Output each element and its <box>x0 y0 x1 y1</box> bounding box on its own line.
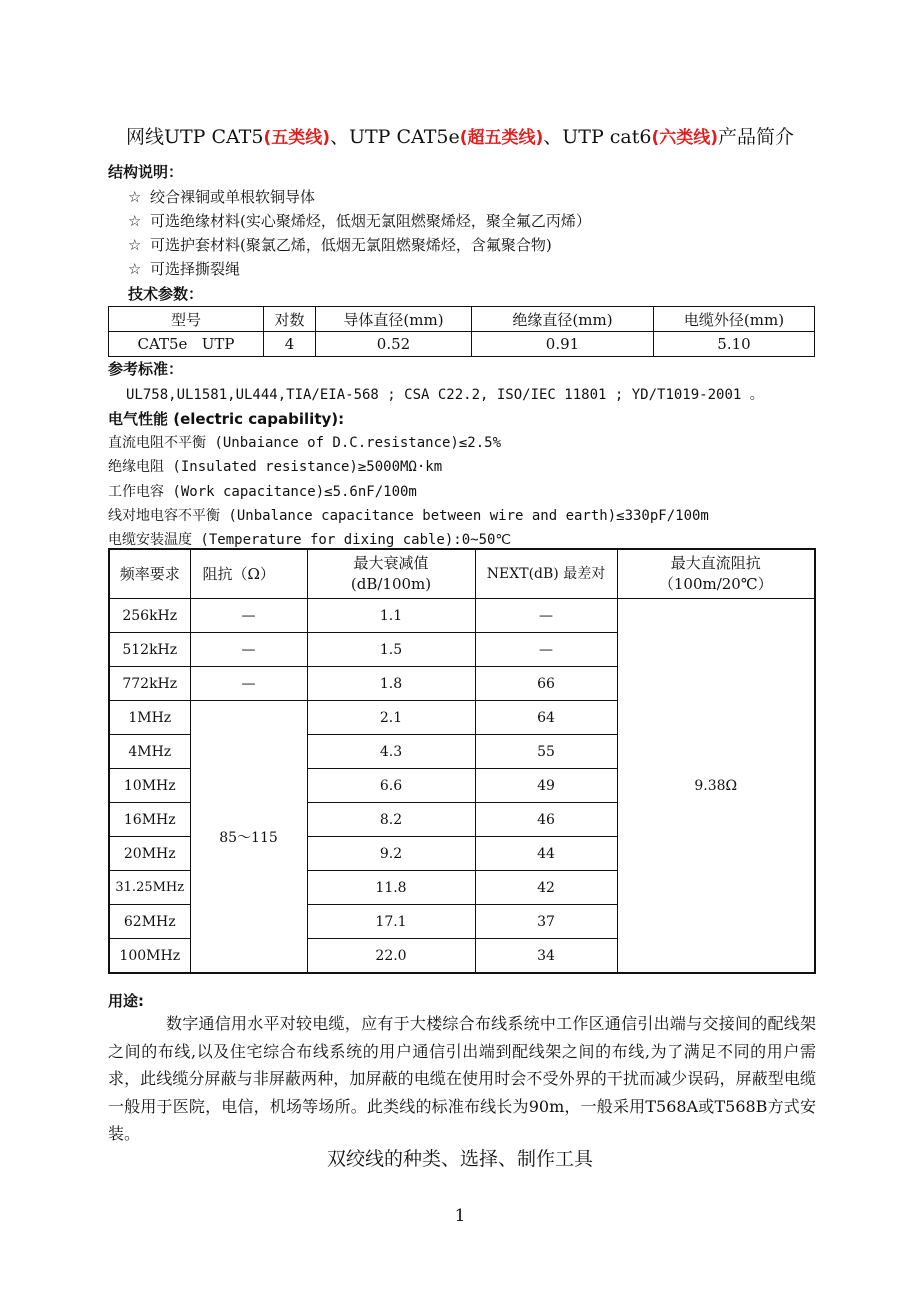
cell-attenuation: 22.0 <box>307 939 475 974</box>
tech-params-heading: 技术参数： <box>128 285 204 303</box>
header-frequency: 频率要求 <box>109 549 190 599</box>
title-part: 、UTP cat6 <box>543 126 652 148</box>
electric-line: 电缆安装温度 (Temperature for dixing cable):0~50℃ <box>108 532 512 548</box>
document-title <box>0 122 920 149</box>
structure-heading: 结构说明： <box>108 163 184 181</box>
title-part-highlight: (五类线) <box>263 128 330 148</box>
electric-heading: 电气性能 (electric capability): <box>108 410 345 428</box>
cell-attenuation: 2.1 <box>307 701 475 735</box>
structure-item <box>128 234 552 255</box>
cell-frequency: 62MHz <box>109 905 190 939</box>
star-icon: ☆ <box>128 188 142 206</box>
title-part-highlight: (超五类线) <box>459 128 544 148</box>
star-icon: ☆ <box>128 236 142 254</box>
cell-next: 46 <box>475 803 617 837</box>
header-dc-line1: 最大直流阻抗 <box>670 554 761 572</box>
title-part: 产品简介 <box>718 126 795 148</box>
header-attenuation-line2: (dB/100m) <box>350 575 432 593</box>
cell-attenuation: 11.8 <box>307 871 475 905</box>
cell-next: 66 <box>475 667 617 701</box>
cell-frequency: 1MHz <box>109 701 190 735</box>
star-icon: ☆ <box>128 212 142 230</box>
cell-next: 42 <box>475 871 617 905</box>
cell-next: — <box>475 599 617 633</box>
header-attenuation <box>307 549 475 599</box>
structure-item-text: 可选绝缘材料(实心聚烯烃，低烟无氯阻燃聚烯烃，聚全氟乙丙烯） <box>150 212 591 230</box>
header-cell: 型号 <box>109 307 264 332</box>
cell-next: 34 <box>475 939 617 974</box>
cell-frequency: 16MHz <box>109 803 190 837</box>
cell-attenuation: 6.6 <box>307 769 475 803</box>
electric-line: 绝缘电阻 (Insulated resistance)≥5000MΩ·km <box>108 459 443 475</box>
usage-paragraph <box>108 1010 816 1148</box>
standards-heading: 参考标准： <box>108 360 184 378</box>
cell-next: 64 <box>475 701 617 735</box>
standards-text: UL758,UL1581,UL444,TIA/EIA-568 ; CSA C22.2, ISO/IEC 11801 ; YD/T1019-2001 。 <box>126 387 764 403</box>
frequency-table <box>108 548 816 974</box>
cell-next: — <box>475 633 617 667</box>
cell-frequency: 31.25MHz <box>109 871 190 905</box>
cell-frequency: 512kHz <box>109 633 190 667</box>
structure-item <box>128 186 315 207</box>
cell-frequency: 10MHz <box>109 769 190 803</box>
electric-line: 线对地电容不平衡 (Unbalance capacitance between wire and earth)≤330pF/100m <box>108 508 709 524</box>
cell-impedance: — <box>190 599 307 633</box>
cell-impedance: — <box>190 667 307 701</box>
title-part: 、UTP CAT5e <box>329 126 460 148</box>
page-number: 1 <box>454 1206 466 1226</box>
cell-attenuation: 1.5 <box>307 633 475 667</box>
cell-attenuation: 4.3 <box>307 735 475 769</box>
header-impedance: 阻抗（Ω） <box>190 549 307 599</box>
structure-item-text: 可选择撕裂绳 <box>150 260 241 278</box>
electric-line: 工作电容 (Work capacitance)≤5.6nF/100m <box>108 484 417 500</box>
cell-conductor-diameter: 0.52 <box>316 332 472 357</box>
cell-dc-resistance: 9.38Ω <box>617 599 815 974</box>
section-subtitle: 双绞线的种类、选择、制作工具 <box>326 1148 593 1170</box>
table-row <box>109 599 815 633</box>
table-header-row <box>109 307 815 332</box>
cell-next: 44 <box>475 837 617 871</box>
structure-item-text: 绞合裸铜或单根软铜导体 <box>150 188 316 206</box>
header-cell: 绝缘直径(mm) <box>472 307 654 332</box>
cell-attenuation: 1.8 <box>307 667 475 701</box>
cell-insulation-diameter: 0.91 <box>472 332 654 357</box>
cell-next: 49 <box>475 769 617 803</box>
cell-next: 37 <box>475 905 617 939</box>
cell-next: 55 <box>475 735 617 769</box>
cell-impedance-range: 85～115 <box>190 701 307 974</box>
cell-attenuation: 17.1 <box>307 905 475 939</box>
cell-frequency: 100MHz <box>109 939 190 974</box>
cell-model: CAT5e UTP <box>109 332 264 357</box>
structure-item <box>128 258 240 279</box>
title-part-highlight: (六类线) <box>651 128 719 148</box>
cell-frequency: 772kHz <box>109 667 190 701</box>
cell-impedance: — <box>190 633 307 667</box>
header-next: NEXT(dB) 最差对 <box>475 549 617 599</box>
header-cell: 对数 <box>264 307 316 332</box>
electric-line: 直流电阻不平衡 (Unbaiance of D.C.resistance)≤2.5% <box>108 435 502 451</box>
usage-text: 数字通信用水平对较电缆，应有于大楼综合布线系统中工作区通信引出端与交接间的配线架之间的布线,以及住宅综合布线系统的用户通信引出端到配线架之间的布线,为了满足不同的用户需求，此线缆分屏蔽与非屏蔽两种，加屏蔽的电缆在使用时会不受外界的干扰而减少误码，屏蔽型电缆一般用于医院，电信，机场等场所。此类线的标准布线长为90m，一般采用T568A或T568B方式安装。 <box>108 1014 816 1143</box>
cell-pairs: 4 <box>264 332 316 357</box>
structure-item-text: 可选护套材料(聚氯乙烯，低烟无氯阻燃聚烯烃，含氟聚合物) <box>150 236 552 254</box>
table-header-row <box>109 549 815 599</box>
usage-heading: 用途: <box>108 992 144 1010</box>
cell-attenuation: 8.2 <box>307 803 475 837</box>
header-cell: 导体直径(mm) <box>316 307 472 332</box>
header-attenuation-line1: 最大衰减值 <box>353 554 429 572</box>
cell-cable-diameter: 5.10 <box>654 332 815 357</box>
header-dc-resistance <box>617 549 815 599</box>
table-row <box>109 332 815 357</box>
cell-frequency: 20MHz <box>109 837 190 871</box>
tech-params-table <box>108 306 815 357</box>
structure-item <box>128 210 591 231</box>
cell-frequency: 4MHz <box>109 735 190 769</box>
header-cell: 电缆外径(mm) <box>654 307 815 332</box>
cell-attenuation: 9.2 <box>307 837 475 871</box>
title-part: 网线UTP CAT5 <box>125 126 264 148</box>
cell-frequency: 256kHz <box>109 599 190 633</box>
header-dc-line2: （100m/20℃） <box>658 575 773 593</box>
cell-attenuation: 1.1 <box>307 599 475 633</box>
star-icon: ☆ <box>128 260 142 278</box>
